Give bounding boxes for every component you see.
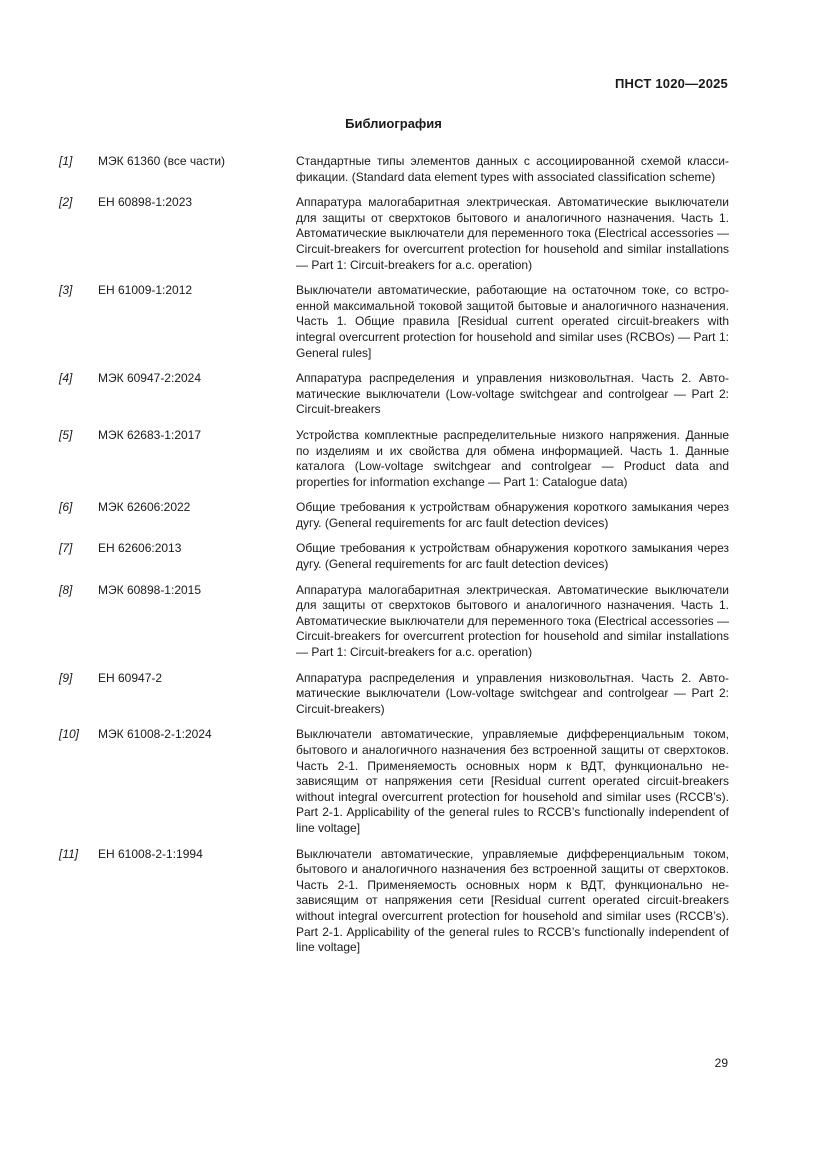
page-number: 29 xyxy=(714,1056,728,1070)
entry-standard: МЭК 60947-2:2024 xyxy=(98,371,202,386)
entry-description: Общие требования к устройствам обнаружения короткого замыкания через дугу. (General requirements for arc fault detection devices) xyxy=(296,541,729,572)
entry-number: [11] xyxy=(59,846,79,861)
page-title: Библиография xyxy=(345,116,442,131)
entry-number: [10] xyxy=(59,727,80,742)
entry-number: [1] xyxy=(59,154,73,168)
entry-standard: МЭК 61360 (все части) xyxy=(98,154,226,168)
entry-description: Стандартные типы элементов данных с ассоциированной схемой классификации. (Standard data element types with associated classification scheme) xyxy=(296,154,729,184)
entry-description: Устройства комплектные распределительные низкого напряжения. Данные по изделиям и их свойства для обмена информацией. Часть 1. Данные каталога (Low-voltage switchgear and controlgear — Product data and properties for information exchange — Part 1: Catalogue data) xyxy=(296,427,729,489)
entry-standard: МЭК 61008-2-1:2024 xyxy=(98,727,212,742)
document-code: ПНСТ 1020—2025 xyxy=(615,76,728,91)
entry-number: [6] xyxy=(59,500,73,515)
bibliography-list xyxy=(59,154,729,966)
entry-description: Выключатели автоматические, управляемые дифференциальным током, бытового и аналогичного назначения без встроенной защиты от сверхтоков. Часть 2-1. Применяемость основных норм к ВДТ, функционально независящим от напряжения сети [Residual current operated circuit-breakers without integral overcurrent protection for household and similar uses (RCCB’s). Part 2-1. Applicability of the general rules to RCCB’s functionally independent of line voltage] xyxy=(296,846,729,955)
entry-description: Аппаратура малогабаритная электрическая. Автоматические выключатели для защиты от сверхтоков бытового и аналогичного назначения. Часть 1. Автоматические выключатели для переменного тока (Electrical accessories — Circuit-breakers for overcurrent protection for household and similar installations — Part 1: Circuit-breakers for a.c. operation) xyxy=(296,582,729,660)
entry-standard: МЭК 62683-1:2017 xyxy=(98,427,202,442)
entry-standard: ЕН 60898-1:2023 xyxy=(98,195,193,210)
bibliography-entry xyxy=(59,671,729,718)
entry-number: [2] xyxy=(59,195,73,210)
entry-standard: МЭК 60898-1:2015 xyxy=(98,582,202,597)
bibliography-entry xyxy=(59,428,729,490)
bibliography-entry xyxy=(59,847,729,956)
bibliography-entry xyxy=(59,283,729,361)
entry-number: [8] xyxy=(59,582,73,597)
entry-description: Общие требования к устройствам обнаружения короткого замыкания через дугу. (General requirements for arc fault detection devices) xyxy=(296,500,729,530)
entry-description: Аппаратура малогабаритная электрическая. Автоматические выключатели для защиты от сверхтоков бытового и аналогичного назначения. Часть 1. Автоматические выключатели для переменного тока (Electrical accessories — Circuit-breakers for overcurrent protection for household and similar installations — Part 1: Circuit-breakers for a.c. operation) xyxy=(296,195,729,272)
bibliography-entry xyxy=(59,371,729,418)
entry-standard: ЕН 61009-1:2012 xyxy=(98,283,193,298)
bibliography-entry xyxy=(59,154,729,185)
bibliography-entry xyxy=(59,583,729,661)
bibliography-entry xyxy=(59,500,729,531)
entry-number: [4] xyxy=(59,371,73,386)
entry-number: [3] xyxy=(59,283,73,298)
entry-number: [7] xyxy=(59,541,73,556)
entry-standard: ЕН 61008-2-1:1994 xyxy=(98,846,203,861)
entry-standard: МЭК 62606:2022 xyxy=(98,500,191,515)
bibliography-entry xyxy=(59,727,729,836)
entry-description: Выключатели автоматические, управляемые дифференциальным током, бытового и аналогичного назначения без встроенной защиты от сверхтоков. Часть 2-1. Применяемость основных норм к ВДТ, функционально независящим от напряжения сети [Residual current operated circuit-breakers without integral overcurrent protection for household and similar uses (RCCB’s). Part 2-1. Applicability of the general rules to RCCB’s functionally independent of line voltage] xyxy=(296,727,729,835)
bibliography-entry xyxy=(59,541,729,572)
entry-number: [5] xyxy=(59,427,73,442)
bibliography-entry xyxy=(59,195,729,273)
entry-description: Аппаратура распределения и управления низковольтная. Часть 2. Автоматические выключатели (Low-voltage switchgear and controlgear — Part 2: Circuit-breakers xyxy=(296,371,729,417)
entry-description: Аппаратура распределения и управления низковольтная. Часть 2. Автоматические выключатели (Low-voltage switchgear and controlgear — Part 2: Circuit-breakers) xyxy=(296,670,729,716)
entry-standard: ЕН 60947-2 xyxy=(98,670,163,685)
entry-standard: ЕН 62606:2013 xyxy=(98,541,182,556)
entry-number: [9] xyxy=(59,670,73,685)
entry-description: Выключатели автоматические, работающие на остаточном токе, со встроенной максимальной токовой защитой бытовые и аналогичного назначения. Часть 1. Общие правила [Residual current operated circuit-breakers with integral overcurrent protection for household and similar uses (RCBOs) — Part 1: General rules] xyxy=(296,283,729,360)
